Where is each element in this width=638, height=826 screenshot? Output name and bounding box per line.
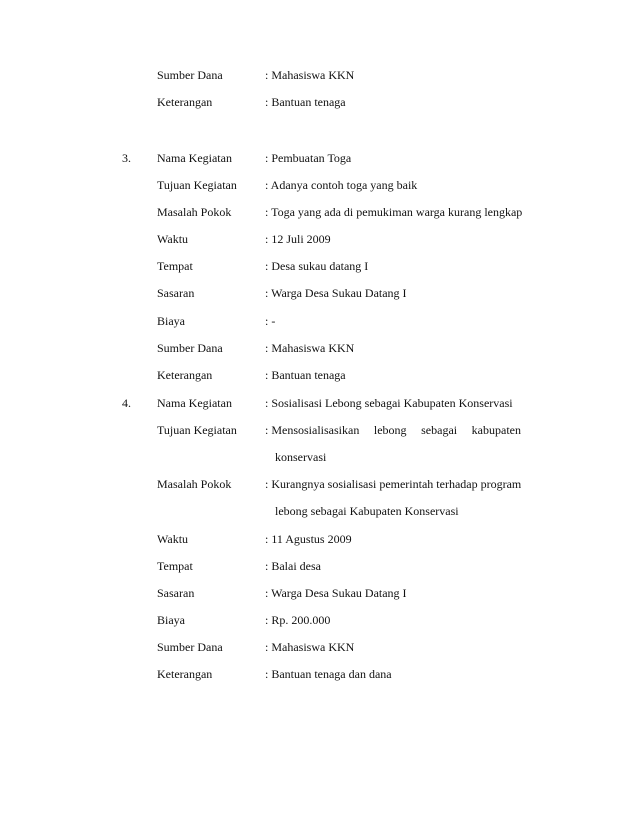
value-word: lebong [373, 423, 407, 437]
field-value: : Mahasiswa KKN [265, 341, 355, 355]
field-label: Sumber Dana [157, 341, 223, 355]
field-label: Tempat [157, 559, 193, 573]
value-word: kabupaten [471, 423, 521, 437]
field-label: Sasaran [157, 286, 195, 300]
field-value: : Mahasiswa KKN [265, 640, 355, 654]
row-sumber-dana-4 [0, 639, 638, 655]
field-value: : Bantuan tenaga [265, 95, 346, 109]
value-word: : Mensosialisasikan [265, 423, 360, 437]
row-keterangan-3 [0, 367, 638, 383]
value-word: sebagai [421, 423, 458, 437]
field-label: Waktu [157, 232, 189, 246]
field-value: : Warga Desa Sukau Datang I [265, 586, 407, 600]
row-tujuan-kegiatan-4 [0, 422, 638, 438]
field-label: Keterangan [157, 667, 213, 681]
row-tujuan-kegiatan-3 [0, 177, 638, 193]
row-masalah-pokok-4 [0, 476, 638, 492]
field-value-continuation: konservasi [275, 450, 327, 464]
row-nama-kegiatan-4 [0, 395, 638, 411]
field-label: Nama Kegiatan [157, 151, 232, 165]
field-value-continuation: lebong sebagai Kabupaten Konservasi [275, 504, 459, 518]
field-label: Biaya [157, 314, 185, 328]
field-value: : Bantuan tenaga dan dana [265, 667, 392, 681]
field-value: : - [265, 314, 276, 328]
field-label: Masalah Pokok [157, 205, 232, 219]
field-value: : Sosialisasi Lebong sebagai Kabupaten Konservasi [265, 396, 513, 410]
field-label: Keterangan [157, 368, 213, 382]
field-label: Nama Kegiatan [157, 396, 232, 410]
row-sumber-dana-3 [0, 340, 638, 356]
field-label: Tujuan Kegiatan [157, 178, 237, 192]
field-value: : 11 Agustus 2009 [265, 532, 352, 546]
field-value: : Mahasiswa KKN [265, 68, 355, 82]
field-label: Tempat [157, 259, 193, 273]
row-tempat-4 [0, 558, 638, 574]
field-value: : Bantuan tenaga [265, 368, 346, 382]
row-sasaran-4 [0, 585, 638, 601]
field-label: Waktu [157, 532, 189, 546]
field-value: : 12 Juli 2009 [265, 232, 331, 246]
field-value: : Desa sukau datang I [265, 259, 369, 273]
row-biaya-3 [0, 313, 638, 329]
field-value: : Toga yang ada di pemukiman warga kurang lengkap [265, 205, 523, 219]
row-masalah-pokok-4-cont [0, 503, 638, 519]
row-biaya-4 [0, 612, 638, 628]
field-value: : Adanya contoh toga yang baik [265, 178, 418, 192]
field-value: : Pembuatan Toga [265, 151, 352, 165]
row-keterangan-4 [0, 666, 638, 682]
field-value: : Rp. 200.000 [265, 613, 331, 627]
field-label: Biaya [157, 613, 185, 627]
field-label: Sasaran [157, 586, 195, 600]
row-masalah-pokok-3 [0, 204, 638, 220]
activity-number: 4. [122, 396, 131, 410]
field-value: : Warga Desa Sukau Datang I [265, 286, 407, 300]
row-nama-kegiatan-3 [0, 150, 638, 166]
row-tujuan-kegiatan-4-cont [0, 449, 638, 465]
field-value: : Balai desa [265, 559, 321, 573]
field-label: Sumber Dana [157, 640, 223, 654]
row-waktu-3 [0, 231, 638, 247]
activity-number: 3. [122, 151, 131, 165]
row-tempat-3 [0, 258, 638, 274]
field-label: Tujuan Kegiatan [157, 423, 237, 437]
field-value: : Kurangnya sosialisasi pemerintah terhadap program [265, 477, 522, 491]
row-sasaran-3 [0, 285, 638, 301]
row-sumber-dana-2 [0, 67, 638, 83]
row-waktu-4 [0, 531, 638, 547]
field-label: Keterangan [157, 95, 213, 109]
row-keterangan-2 [0, 94, 638, 110]
field-value-justified [265, 422, 521, 438]
field-label: Masalah Pokok [157, 477, 232, 491]
field-label: Sumber Dana [157, 68, 223, 82]
